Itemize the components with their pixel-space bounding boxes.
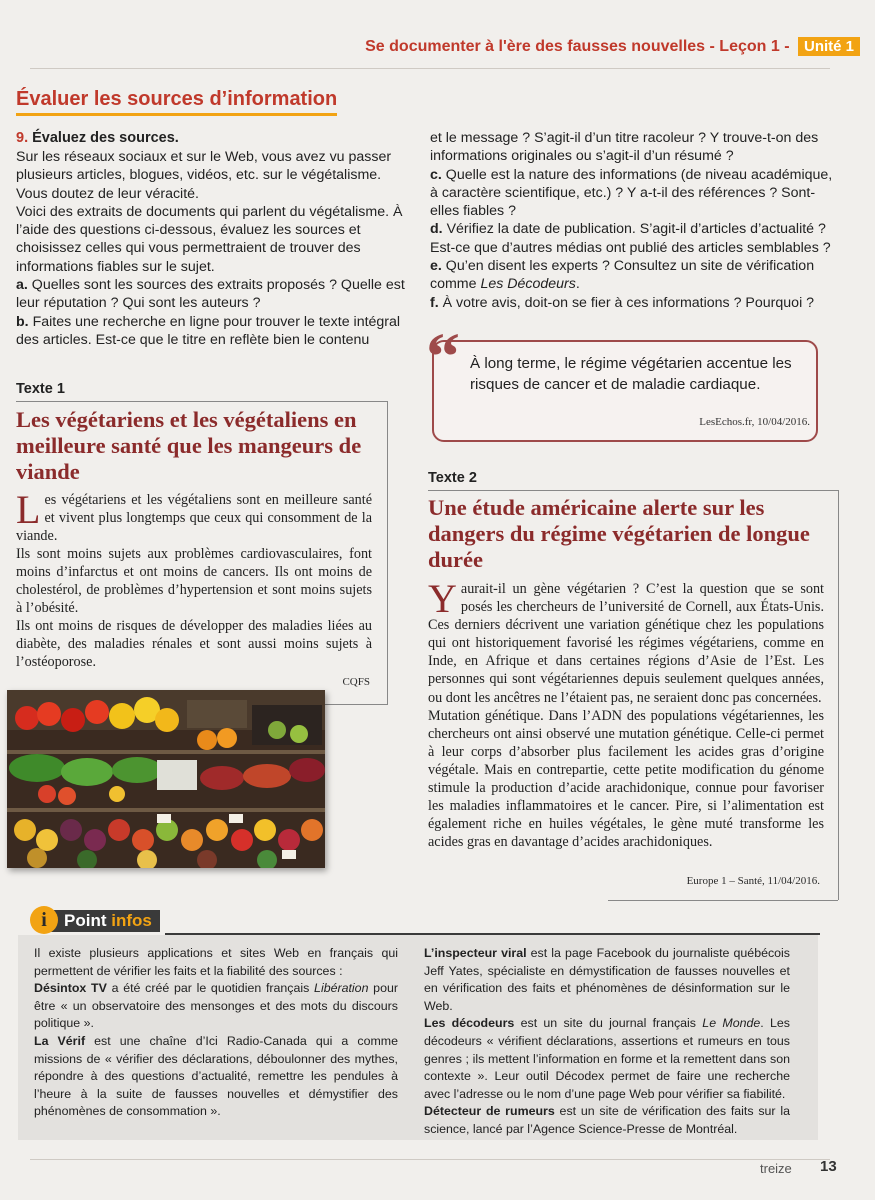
item-text: Faites une recherche en ligne pour trouver le texte intégral des articles. Est-ce que le titre en reflète bien le contenu: [16, 313, 401, 348]
infos-detecteur: [424, 1103, 790, 1138]
question-item-a: [16, 276, 416, 313]
infos-title: [50, 910, 160, 932]
item-letter: b.: [16, 313, 29, 330]
texte2-bottom-rule: [608, 900, 838, 901]
item-italic: Les Décodeurs: [480, 276, 576, 293]
footer-divider: [30, 1159, 830, 1160]
header-divider: [30, 68, 830, 69]
source-name: Les décodeurs: [424, 1016, 515, 1031]
quote-mark-icon: “: [426, 318, 460, 394]
dropcap: Y: [428, 576, 457, 621]
infos-verif: [34, 1033, 398, 1121]
texte2-para-1: [428, 576, 824, 707]
texte2-para-2: Mutation génétique. Dans l’ADN des populations végétariennes, les chercheurs ont ainsi observé une mutation génétique. Celle-ci permet à leur corps d’absorber plus facilement les acides gras d’origine végétale. Mais en contrepartie, cette petite modification du génome stimule la production d’acide arachidonique, connue pour favoriser les maladies inflammatoires et le cancer. Pire, si l’alimentation est également riche en huiles végétales, le gène muté transforme les acides gras en davantage d’acides arachidoniques.: [428, 707, 824, 851]
texte1-para-3: Ils ont moins de risques de développer des maladies liées au diabète, des maladies rénales et sont aussi moins sujets à l’ostéoporose.: [16, 618, 372, 670]
infos-decodeurs: [424, 1015, 790, 1103]
source-name: Détecteur de rumeurs: [424, 1104, 555, 1119]
item-letter: e.: [430, 258, 442, 275]
texte1-title: Les végétariens et les végétaliens en meilleure santé que les mangeurs de viande: [16, 407, 362, 484]
quote-text: À long terme, le régime végétarien accentue les risques de cancer et de maladie cardiaque.: [470, 355, 792, 393]
item-letter: f.: [430, 294, 439, 311]
quote-source: LesEchos.fr, 10/04/2016.: [699, 416, 810, 428]
question-item-c: [430, 166, 835, 221]
unit-badge: Unité 1: [798, 37, 860, 56]
item-text: Quelle est la nature des informations (de niveau académique, à caractère scientifique, etc.) ? Y a-t-il des références ? Sont-elles fiables ?: [430, 166, 833, 220]
infos-divider: [165, 933, 820, 935]
texte1-side-rule: [387, 401, 388, 705]
texte2-label: Texte 2: [428, 470, 477, 486]
info-icon: i: [30, 906, 58, 934]
infos-title-part1: Point: [64, 911, 107, 930]
lesson-title: Se documenter à l'ère des fausses nouvelles - Leçon 1 -: [365, 38, 790, 55]
source-name: Désintox TV: [34, 981, 107, 996]
vegetable-market-image: [7, 690, 325, 868]
source-text: est une chaîne d’Ici Radio-Canada qui a comme missions de « vérifier des déclarations, déboulonner des mythes, répondre à des questions d’actualité, remettre les pendules à l’heure à la suite de fausses nouvelles et démystifier des phénomènes de consommation ».: [34, 1033, 398, 1119]
source-text: est un site de vérification des faits sur la science, lancé par l’Agence Science-Presse de Montréal.: [424, 1104, 790, 1136]
page-number-word: treize: [760, 1161, 792, 1176]
source-name: La Vérif: [34, 1033, 86, 1048]
vegetable-market-illustration: [7, 690, 325, 868]
source-text: est un site du journal français: [514, 1016, 703, 1031]
question-right-column: [430, 129, 835, 312]
item-text: À votre avis, doit-on se fier à ces informations ? Pourquoi ?: [442, 294, 815, 311]
infos-title-part2: infos: [111, 911, 152, 930]
question-number: 9.: [16, 130, 29, 146]
page-header: [300, 36, 860, 62]
para-text: es végétariens et les végétaliens sont en meilleure santé et vivent plus longtemps que ceux qui consomment de la viande.: [16, 492, 372, 544]
para-text: aurait-il un gène végétarien ? C’est la question que se sont posés les chercheurs de l’université de Cornell, aux États-Unis. Ces derniers décrivent une variation génétique chez les populations qui ont historiquement favorisé les régimes végétariens, comme en Inde, en Afrique et dans certaines régions d’Asie de l’Est. Les personnes qui sont végétariennes depuis seulement quelques années, ou dont les ancêtres ne l’étaient pas, ne seraient donc pas concernées.: [428, 581, 824, 706]
source-italic: Libération: [314, 981, 369, 996]
source-text: pour être « un observatoire des mensonges et des mots du discours politique ».: [34, 981, 398, 1031]
question-item-b-continued: et le message ? S’agit-il d’un titre racoleur ? Y trouve-t-on des informations originales ou s’agit-il d’un résumé ?: [430, 130, 819, 165]
question-left-column: [16, 129, 416, 349]
texte1-top-rule: [16, 401, 388, 402]
item-letter: a.: [16, 277, 28, 294]
texte1-para-1: [16, 487, 372, 545]
question-item-f: [430, 294, 835, 312]
infos-left-column: [34, 945, 398, 1121]
item-text: Quelles sont les sources des extraits proposés ? Quelle est leur réputation ? Qui sont les auteurs ?: [16, 277, 405, 312]
item-text: Qu’en disent les experts ? Consultez un site de vérification comme: [430, 258, 815, 293]
infos-right-column: [424, 945, 790, 1139]
page-number: 13: [820, 1158, 837, 1175]
question-title: [16, 129, 416, 148]
question-item-e: [430, 257, 835, 294]
infos-intro: Il existe plusieurs applications et sites Web en français qui permettent de vérifier les faits et la fiabilité des sources :: [34, 946, 398, 978]
infos-desintox: [34, 980, 398, 1033]
item-letter: d.: [430, 221, 443, 238]
source-italic: Le Monde: [702, 1016, 761, 1031]
source-text: . Les décodeurs « vérifient déclarations, assertions et rumeurs en tous genres ; ils mettent l’information en forme et la remettent dans son contexte ». Leur outil Décodex permet de faire une recherche avec l’adresse ou le nom d’une page Web pour vérifier sa fiabilité.: [424, 1016, 790, 1101]
item-after: .: [575, 276, 580, 293]
texte2-top-rule: [428, 490, 838, 491]
section-title: Évaluer les sources d’information: [16, 86, 337, 116]
item-text: Vérifiez la date de publication. S’agit-il d’articles d’actualité ? Est-ce que d’autres médias ont publié des articles semblables ?: [430, 221, 831, 256]
texte1-label: Texte 1: [16, 381, 65, 397]
item-letter: c.: [430, 166, 442, 183]
source-text: est la page Facebook du journaliste québécois Jeff Yates, spécialiste en démystification de fausses nouvelles et en vérification des faits et phénomènes de désinformation sur le Web.: [424, 946, 791, 1013]
question-item-d: [430, 220, 835, 257]
question-item-b: [16, 313, 416, 350]
infos-inspecteur: [424, 945, 790, 1015]
texte1-para-2: Ils sont moins sujets aux problèmes cardiovasculaires, font moins d’infarctus et ont moins de cancers. Ils ont moins de cholestérol, de problèmes d’hypertension et sont moins sujets à l’obésité.: [16, 546, 372, 616]
question-heading: Évaluez des sources.: [32, 130, 179, 146]
texte2-body: [428, 576, 824, 851]
source-name: L’inspecteur viral: [424, 946, 527, 960]
question-intro-2: Voici des extraits de documents qui parlent du végétalisme. À l’aide des questions ci-dessous, évaluez les sources et choisissez celles qui vous permettraient de trouver des informations fiables sur le sujet.: [16, 203, 403, 275]
texte2-source: Europe 1 – Santé, 11/04/2016.: [686, 875, 820, 887]
question-intro: Sur les réseaux sociaux et sur le Web, vous avez vu passer plusieurs articles, blogues, vidéos, etc. sur le végétalisme. Vous doutez de leur véracité.: [16, 149, 392, 202]
texte1-body: [16, 487, 372, 671]
dropcap: L: [16, 487, 41, 532]
texte2-side-rule: [838, 490, 839, 900]
texte2-title: Une étude américaine alerte sur les dangers du régime végétarien de longue durée: [428, 495, 810, 572]
texte1-bottom-rule: [320, 704, 388, 705]
texte1-source: CQFS: [342, 676, 370, 688]
source-text: a été créé par le quotidien français: [106, 981, 315, 996]
